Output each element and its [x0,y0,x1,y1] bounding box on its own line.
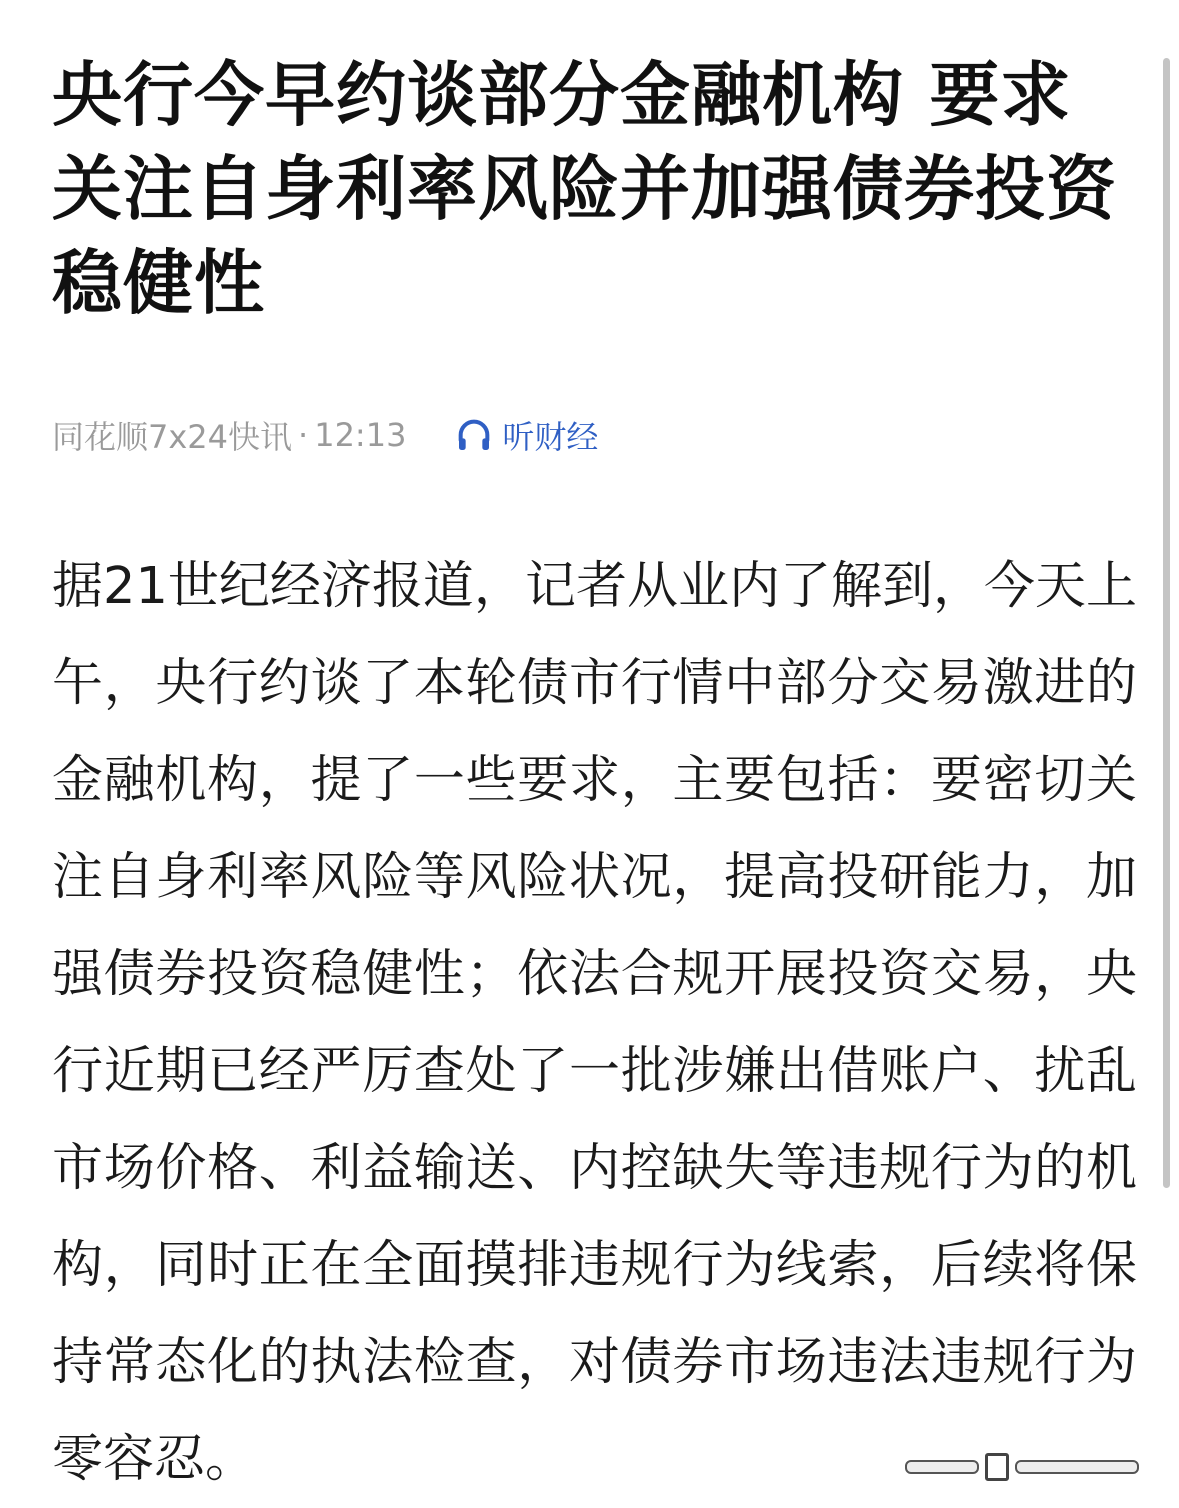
publish-time: 12:13 [314,416,407,454]
scrollbar[interactable] [1163,58,1170,1188]
listen-button[interactable] [454,412,598,458]
article [52,48,1137,1489]
headphones-icon [454,415,494,455]
article-meta [52,410,598,460]
listen-label: 听财经 [502,418,599,456]
article-title: 央行今早约谈部分金融机构 要求关注自身利率风险并加强债券投资稳健性 [52,54,1117,324]
watermark-logo [905,1453,1155,1481]
meta-separator: · [298,416,309,454]
article-body: 据21世纪经济报道，记者从业内了解到，今天上午，央行约谈了本轮债市行情中部分交易激进的金融机构，提了一些要求，主要包括：要密切关注自身利率风险等风险状况，提高投研能力，加强债券投资稳健性；依法合规开展投资交易，央行近期已经严厉查处了一批涉嫌出借账户、扰乱市场价格、利益输送、内控缺失等违规行为的机构，同时正在全面摸排违规行为线索，后续将保持常态化的执法检查，对债券市场违法违规行为零容忍。 [52,557,1137,1489]
source-label[interactable]: 同花顺7x24快讯 [52,418,293,456]
